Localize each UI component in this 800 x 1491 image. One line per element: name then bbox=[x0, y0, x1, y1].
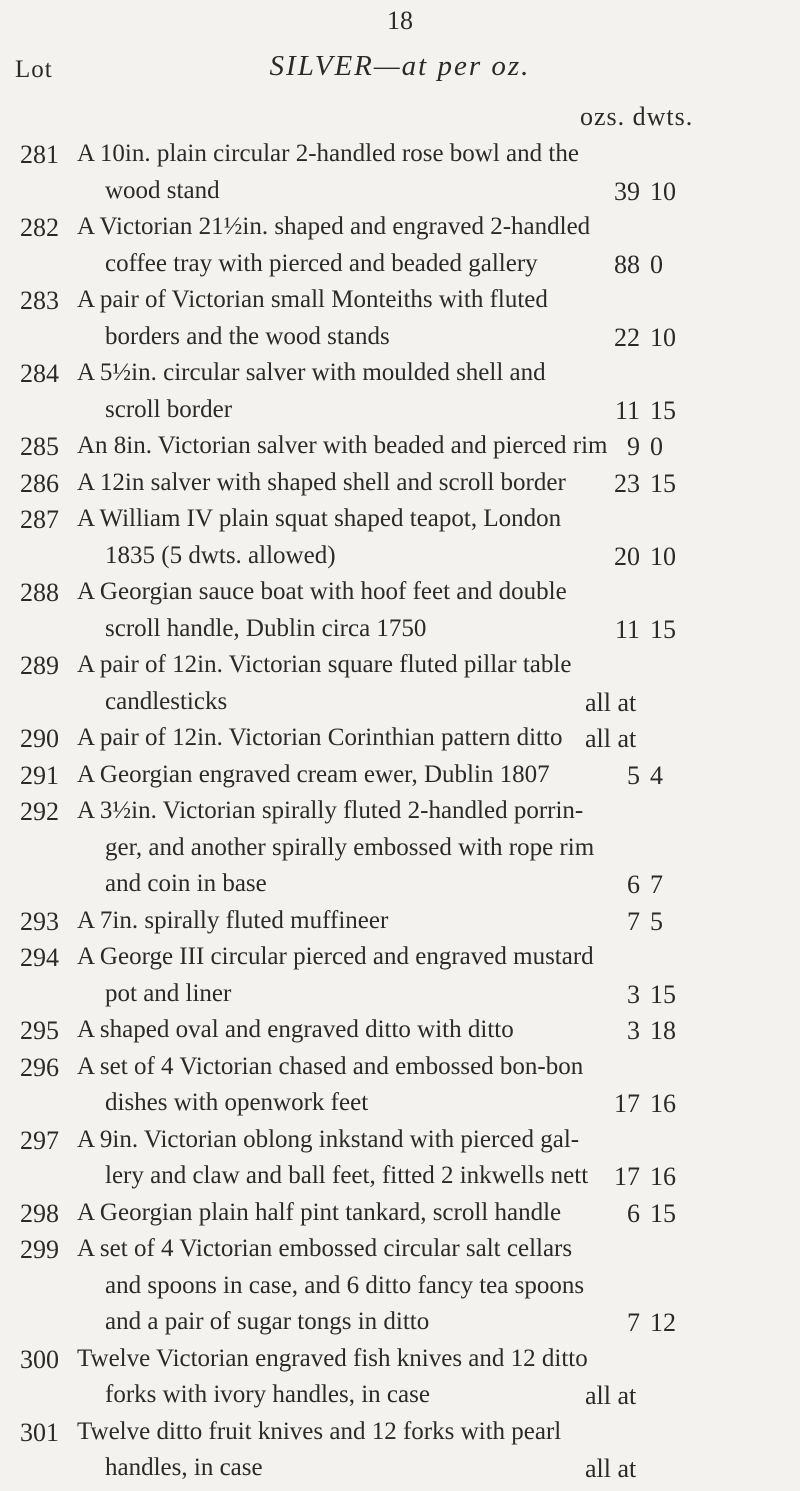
lot-entry bbox=[0, 505, 800, 578]
lot-entry bbox=[0, 1199, 800, 1236]
lot-entry bbox=[0, 907, 800, 944]
lot-entry bbox=[0, 432, 800, 469]
weight-ounces: 3 bbox=[627, 979, 640, 1009]
weight-pennyweights: 15 bbox=[650, 468, 676, 498]
lot-entry bbox=[0, 761, 800, 798]
weight-pennyweights: 16 bbox=[650, 1089, 676, 1118]
lot-entry bbox=[0, 651, 800, 724]
lot-description-line: A 7in. spirally fluted muffineer bbox=[77, 906, 389, 934]
lot-description-line: and spoons in case, and 6 ditto fancy tea spoons bbox=[105, 1271, 585, 1299]
lot-description-line: scroll border bbox=[105, 395, 233, 423]
weight-ounces: 6 bbox=[627, 1198, 640, 1228]
lot-number: 294 bbox=[20, 943, 59, 972]
lot-description-line: A 9in. Victorian oblong inkstand with pierced gal- bbox=[77, 1125, 580, 1153]
lot-description-line: A Georgian engraved cream ewer, Dublin 1807 bbox=[77, 760, 550, 788]
weight-pennyweights: 5 bbox=[650, 906, 663, 936]
lot-description-line: A 5½in. circular salver with moulded shell and bbox=[77, 359, 546, 386]
weight-ounces: 11 bbox=[614, 395, 640, 425]
lot-number: 287 bbox=[20, 505, 59, 534]
weight-ounces: 88 bbox=[614, 249, 640, 279]
lot-description-line: scroll handle, Dublin circa 1750 bbox=[105, 614, 427, 642]
lot-entry bbox=[0, 286, 800, 359]
lot-entry bbox=[0, 213, 800, 286]
weight-ounces: 20 bbox=[614, 541, 640, 571]
weight-pennyweights: 0 bbox=[650, 432, 663, 461]
weight-pennyweights: 16 bbox=[650, 1162, 676, 1191]
weight-pennyweights: 10 bbox=[650, 322, 676, 352]
all-at-note: all at bbox=[585, 687, 637, 717]
weight-ounces: 22 bbox=[614, 322, 640, 352]
lot-entry bbox=[0, 578, 800, 651]
lot-description-line: wood stand bbox=[105, 176, 220, 204]
lot-number: 290 bbox=[20, 724, 59, 753]
lot-description-line: A pair of 12in. Victorian Corinthian pattern ditto bbox=[77, 724, 563, 751]
lot-description-line: A set of 4 Victorian chased and embossed bon-bon bbox=[77, 1052, 584, 1080]
lot-number: 301 bbox=[20, 1417, 59, 1447]
lot-number: 281 bbox=[20, 140, 59, 169]
lot-description-line: pot and liner bbox=[105, 979, 232, 1007]
all-at-note: all at bbox=[585, 1454, 637, 1483]
lot-entry bbox=[0, 359, 800, 432]
weight-ounces: 5 bbox=[627, 760, 640, 790]
lot-entry bbox=[0, 1345, 800, 1418]
weight-ounces: 9 bbox=[627, 432, 640, 461]
lot-entry bbox=[0, 1418, 800, 1491]
weight-ounces: 6 bbox=[627, 870, 640, 899]
lot-number: 295 bbox=[20, 1016, 59, 1045]
lot-number: 289 bbox=[20, 651, 59, 680]
lot-number: 298 bbox=[20, 1198, 59, 1228]
lot-number: 299 bbox=[20, 1235, 59, 1264]
lot-number: 283 bbox=[20, 286, 59, 315]
section-title: SILVER—at per oz. bbox=[269, 50, 531, 82]
lot-number: 300 bbox=[20, 1344, 59, 1374]
lot-description-line: A 12in salver with shaped shell and scroll border bbox=[77, 468, 566, 496]
weight-ounces: 23 bbox=[614, 468, 640, 498]
lot-entry bbox=[0, 724, 800, 761]
lot-number: 297 bbox=[20, 1125, 59, 1155]
lot-entry bbox=[0, 1235, 800, 1345]
lot-number: 292 bbox=[20, 797, 59, 826]
lot-number: 288 bbox=[20, 578, 59, 607]
lot-description-line: lery and claw and ball feet, fitted 2 inkwells nett bbox=[105, 1162, 589, 1189]
weight-ounces: 7 bbox=[627, 906, 640, 936]
lot-description-line: A Victorian 21½in. shaped and engraved 2-handled bbox=[77, 213, 591, 240]
units-header: ozs. dwts. bbox=[580, 102, 694, 131]
lot-number: 291 bbox=[20, 760, 59, 790]
lot-description-line: A set of 4 Victorian embossed circular salt cellars bbox=[77, 1235, 573, 1262]
weight-ounces: 17 bbox=[614, 1162, 640, 1191]
weight-pennyweights: 15 bbox=[650, 979, 676, 1009]
weight-pennyweights: 10 bbox=[650, 176, 676, 206]
all-at-note: all at bbox=[585, 724, 637, 753]
lot-entry bbox=[0, 1016, 800, 1053]
lot-description-line: ger, and another spirally embossed with rope rim bbox=[105, 833, 595, 861]
lot-number: 284 bbox=[20, 359, 59, 388]
weight-pennyweights: 18 bbox=[650, 1016, 676, 1045]
lot-description-line: A George III circular pierced and engraved mustard bbox=[77, 943, 594, 970]
lot-description-line: Twelve Victorian engraved fish knives and 12 ditto bbox=[77, 1344, 588, 1372]
weight-ounces: 11 bbox=[614, 614, 640, 644]
weight-pennyweights: 0 bbox=[650, 249, 663, 279]
lot-description-line: A Georgian sauce boat with hoof feet and double bbox=[77, 578, 567, 605]
lot-description-line: A 3½in. Victorian spirally fluted 2-handled porrin- bbox=[77, 797, 584, 824]
weight-pennyweights: 10 bbox=[650, 541, 676, 571]
lot-column-header: Lot bbox=[15, 56, 53, 83]
lot-description-line: candlesticks bbox=[105, 687, 228, 715]
lot-description-line: A pair of Victorian small Monteiths with fluted bbox=[77, 286, 548, 313]
lot-description-line: coffee tray with pierced and beaded gallery bbox=[105, 249, 538, 277]
lot-description-line: 1835 (5 dwts. allowed) bbox=[105, 541, 336, 569]
lot-number: 293 bbox=[20, 906, 59, 936]
lot-description-line: borders and the wood stands bbox=[105, 322, 390, 350]
lot-number: 286 bbox=[20, 468, 59, 498]
weight-pennyweights: 4 bbox=[650, 760, 663, 790]
lot-number: 296 bbox=[20, 1052, 59, 1082]
lot-description-line: and coin in base bbox=[105, 870, 267, 897]
weight-pennyweights: 12 bbox=[650, 1308, 676, 1337]
weight-ounces: 7 bbox=[627, 1308, 640, 1337]
lot-entry bbox=[0, 469, 800, 506]
lot-description-line: A Georgian plain half pint tankard, scroll handle bbox=[77, 1198, 562, 1226]
lot-entry bbox=[0, 943, 800, 1016]
weight-pennyweights: 15 bbox=[650, 1198, 676, 1228]
all-at-note: all at bbox=[585, 1381, 637, 1410]
weight-pennyweights: 15 bbox=[650, 614, 676, 644]
lot-entry bbox=[0, 797, 800, 907]
lot-description-line: forks with ivory handles, in case bbox=[105, 1381, 430, 1408]
page-number: 18 bbox=[387, 6, 413, 35]
weight-ounces: 17 bbox=[614, 1089, 640, 1118]
lot-entry bbox=[0, 1126, 800, 1199]
weight-pennyweights: 15 bbox=[650, 395, 676, 425]
lot-description-line: A shaped oval and engraved ditto with ditto bbox=[77, 1016, 514, 1043]
weight-ounces: 3 bbox=[627, 1016, 640, 1045]
lot-description-line: A 10in. plain circular 2-handled rose bowl and the bbox=[77, 140, 579, 167]
lot-entry bbox=[0, 140, 800, 213]
lot-description-line: A William IV plain squat shaped teapot, London bbox=[77, 505, 562, 532]
lot-number: 285 bbox=[20, 432, 59, 461]
lot-description-line: dishes with openwork feet bbox=[105, 1089, 369, 1116]
lot-description-line: handles, in case bbox=[105, 1454, 263, 1481]
lot-entry bbox=[0, 1053, 800, 1126]
lot-number: 282 bbox=[20, 213, 59, 242]
weight-pennyweights: 7 bbox=[650, 870, 663, 899]
lot-description-line: and a pair of sugar tongs in ditto bbox=[105, 1308, 430, 1335]
weight-ounces: 39 bbox=[614, 176, 640, 206]
lot-description-line: An 8in. Victorian salver with beaded and pierced rim bbox=[77, 432, 608, 459]
lot-description-line: Twelve ditto fruit knives and 12 forks with pearl bbox=[77, 1417, 562, 1445]
lot-description-line: A pair of 12in. Victorian square fluted pillar table bbox=[77, 651, 572, 678]
